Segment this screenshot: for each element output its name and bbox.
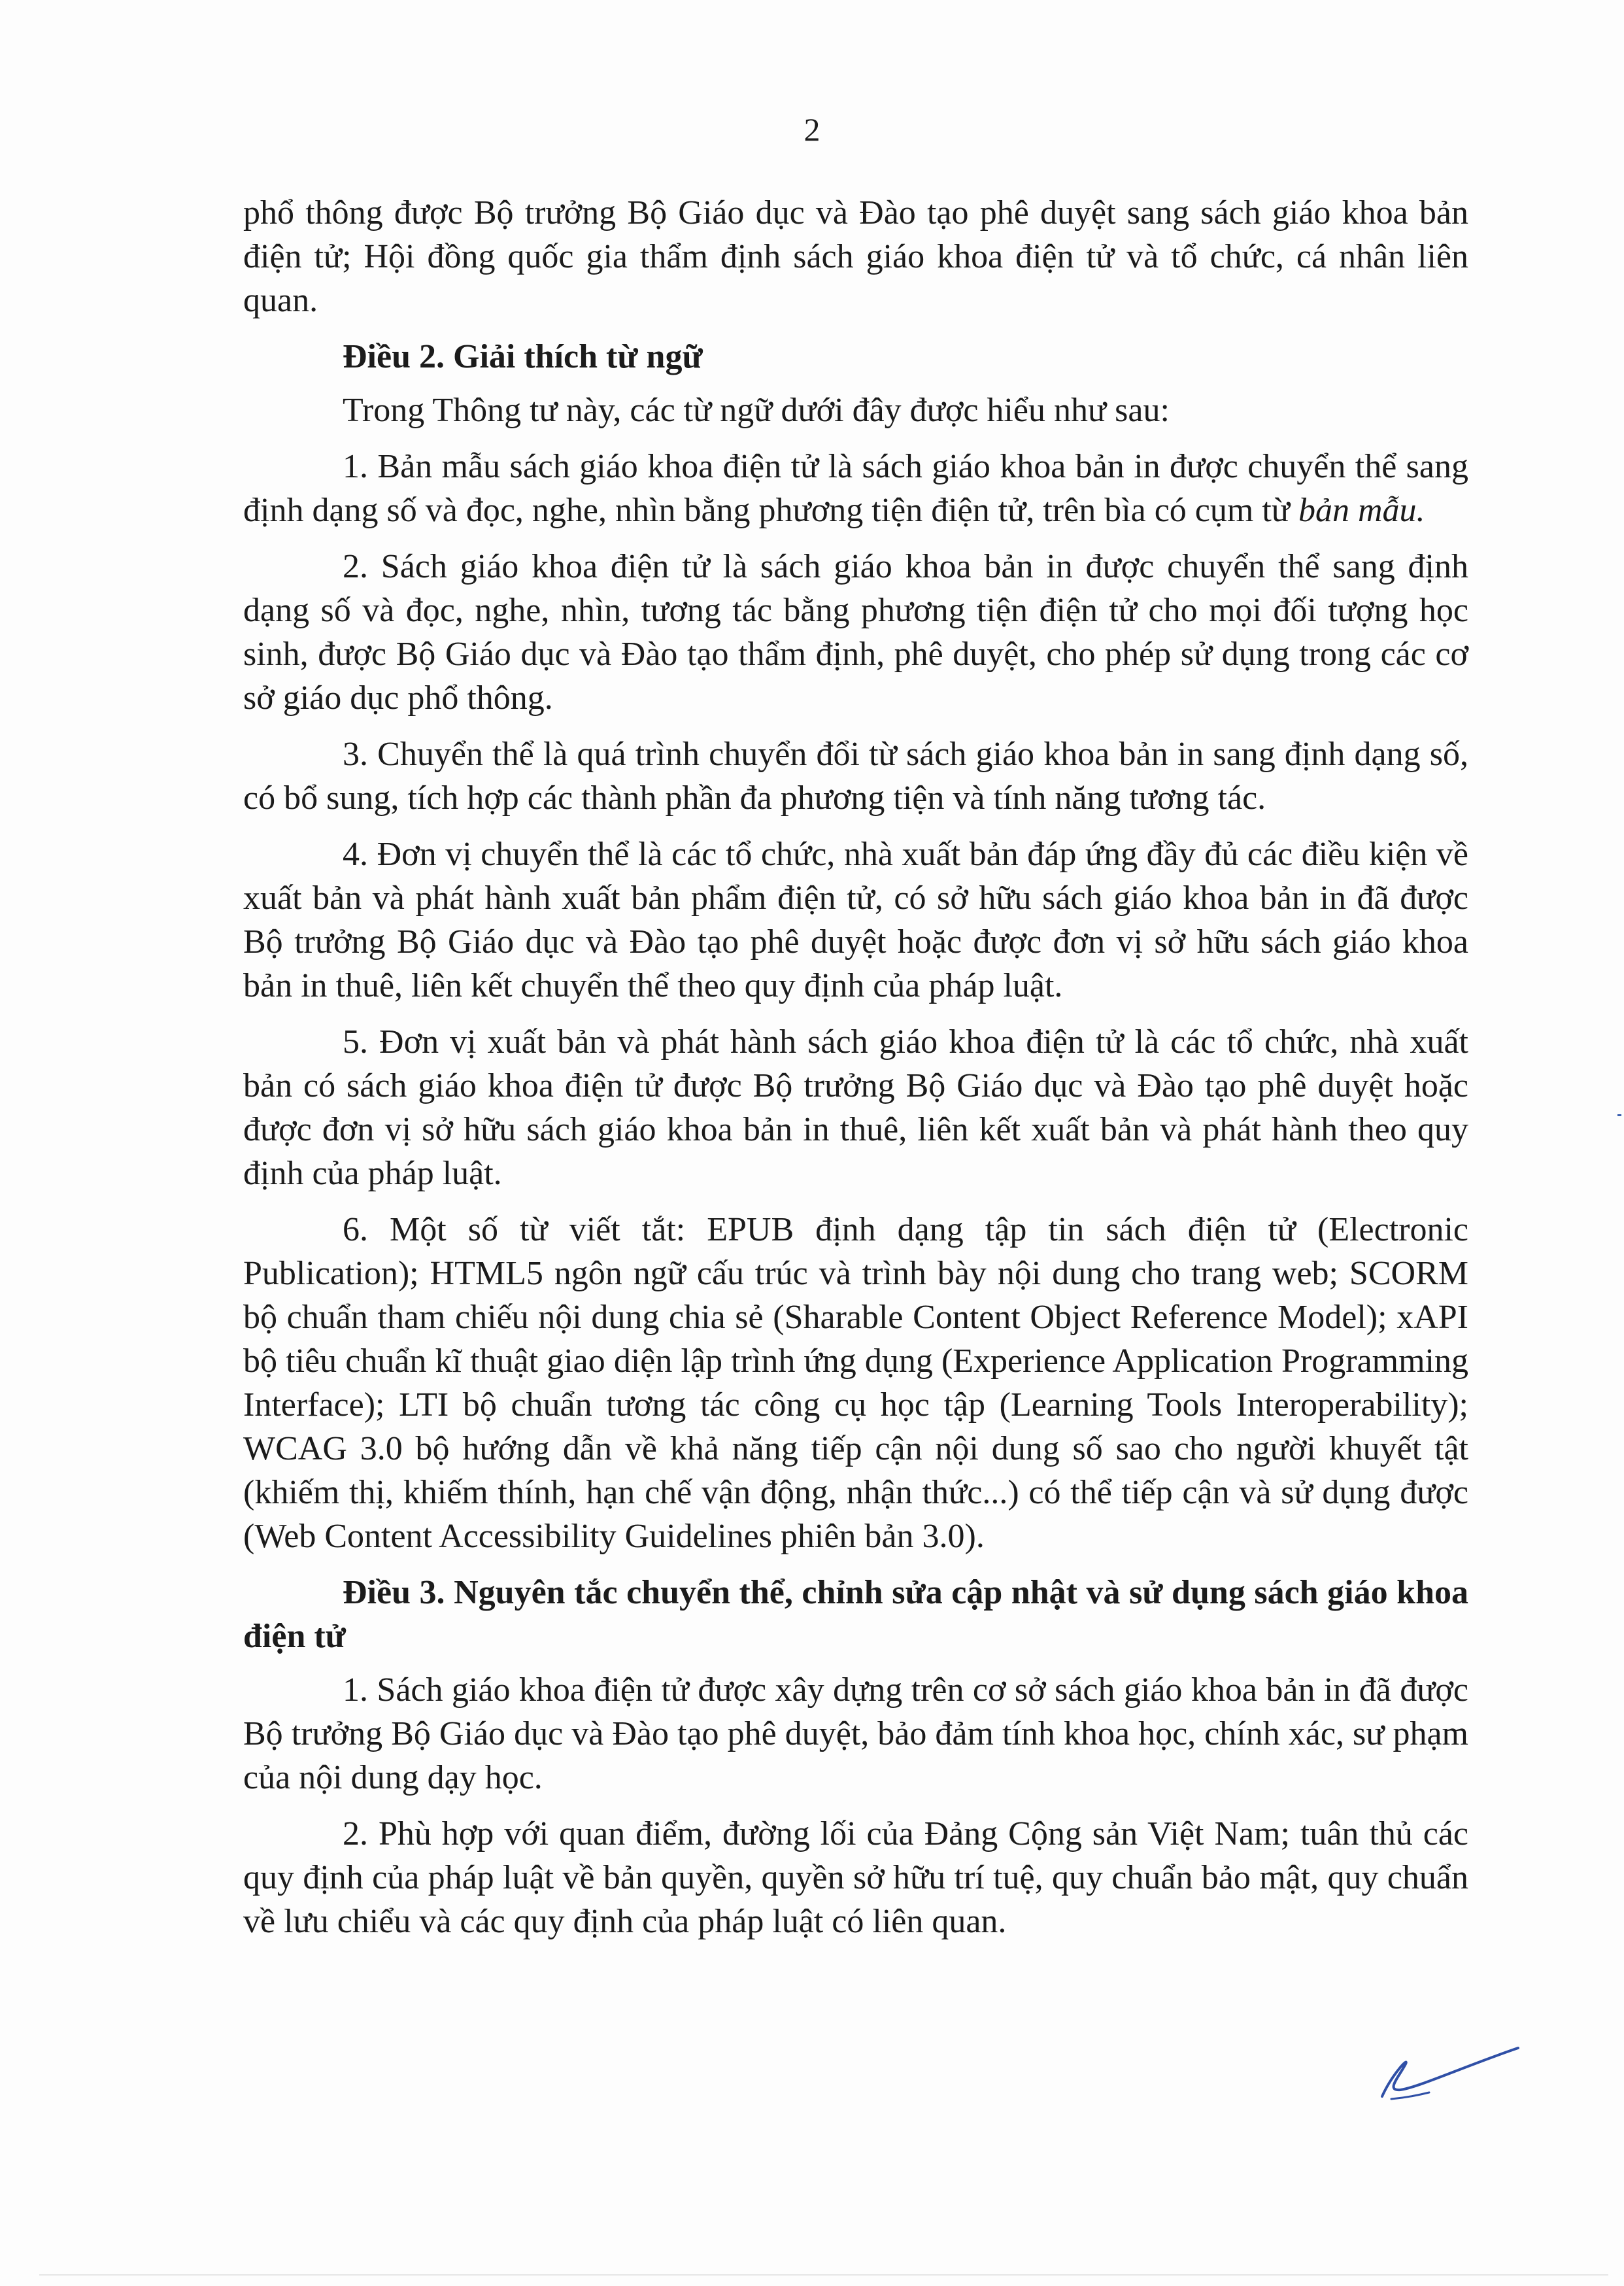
article-2-heading: Điều 2. Giải thích từ ngữ (343, 338, 703, 375)
page-number: 2 (804, 111, 820, 148)
definition-3: 3. Chuyển thể là quá trình chuyển đổi từ sách giáo khoa bản in sang định dạng số, có bổ sung, tích hợp các thành phần đa phương tiện và tính năng tương tác. (243, 736, 1468, 817)
article-2-intro: Trong Thông tư này, các từ ngữ dưới đây được hiểu như sau: (343, 392, 1170, 429)
definition-1-italic-term: bản mẫu. (1298, 492, 1425, 529)
paragraph-continuation: phổ thông được Bộ trưởng Bộ Giáo dục và Đào tạo phê duyệt sang sách giáo khoa bản điện tử; Hội đồng quốc gia thẩm định sách giáo khoa điện tử và tổ chức, cá nhân liên quan. (243, 194, 1468, 319)
definition-1 (243, 445, 1468, 532)
article-3-heading: Điều 3. Nguyên tắc chuyển thể, chỉnh sửa cập nhật và sử dụng sách giáo khoa điện tử (243, 1574, 1468, 1655)
article-3-clause-1: 1. Sách giáo khoa điện tử được xây dựng trên cơ sở sách giáo khoa bản in đã được Bộ trưởng Bộ Giáo dục và Đào tạo phê duyệt, bảo đảm tính khoa học, chính xác, sư phạm của nội dung dạy học. (243, 1671, 1468, 1796)
definition-2: 2. Sách giáo khoa điện tử là sách giáo khoa bản in được chuyển thể sang định dạng số và đọc, nghe, nhìn, tương tác bằng phương tiện điện tử cho mọi đối tượng học sinh, được Bộ Giáo dục và Đào tạo thẩm định, phê duyệt, cho phép sử dụng trong các cơ sở giáo dục phổ thông. (243, 548, 1468, 717)
initial-signature-icon (1366, 2034, 1523, 2106)
definition-1-text: 1. Bản mẫu sách giáo khoa điện tử là sách giáo khoa bản in được chuyển thể sang định dạng số và đọc, nghe, nhìn bằng phương tiện điện tử, trên bìa có cụm từ (243, 448, 1468, 529)
article-3-clause-2: 2. Phù hợp với quan điểm, đường lối của Đảng Cộng sản Việt Nam; tuân thủ các quy định của pháp luật về bản quyền, quyền sở hữu trí tuệ, quy chuẩn bảo mật, quy chuẩn về lưu chiểu và các quy định của pháp luật có liên quan. (243, 1815, 1468, 1940)
definition-4: 4. Đơn vị chuyển thể là các tổ chức, nhà xuất bản đáp ứng đầy đủ các điều kiện về xuất bản và phát hành xuất bản phẩm điện tử, có sở hữu sách giáo khoa bản in đã được Bộ trưởng Bộ Giáo dục và Đào tạo phê duyệt hoặc được đơn vị sở hữu sách giáo khoa bản in thuê, liên kết chuyển thể theo quy định của pháp luật. (243, 836, 1468, 1004)
document-body (243, 191, 1468, 1956)
definition-5: 5. Đơn vị xuất bản và phát hành sách giáo khoa điện tử là các tổ chức, nhà xuất bản có sách giáo khoa điện tử được Bộ trưởng Bộ Giáo dục và Đào tạo phê duyệt hoặc được đơn vị sở hữu sách giáo khoa bản in thuê, liên kết xuất bản và phát hành theo quy định của pháp luật. (243, 1023, 1468, 1192)
scan-bottom-edge (39, 2274, 1608, 2276)
definition-6-abbreviations: 6. Một số từ viết tắt: EPUB định dạng tập tin sách điện tử (Electronic Publication); HTML5 ngôn ngữ cấu trúc và trình bày nội dung cho trang web; SCORM bộ chuẩn tham chiếu nội dung chia sẻ (Sharable Content Object Reference Model); xAPI bộ tiêu chuẩn kĩ thuật giao diện lập trình ứng dụng (Experience Application Programming Interface); LTI bộ chuẩn tương tác công cụ học tập (Learning Tools Interoperability); WCAG 3.0 bộ hướng dẫn về khả năng tiếp cận nội dung số sao cho người khuyết tật (khiếm thị, khiếm thính, hạn chế vận động, nhận thức...) có thể tiếp cận và sử dụng được (Web Content Accessibility Guidelines phiên bản 3.0). (243, 1211, 1468, 1555)
edge-mark (1617, 1114, 1621, 1116)
